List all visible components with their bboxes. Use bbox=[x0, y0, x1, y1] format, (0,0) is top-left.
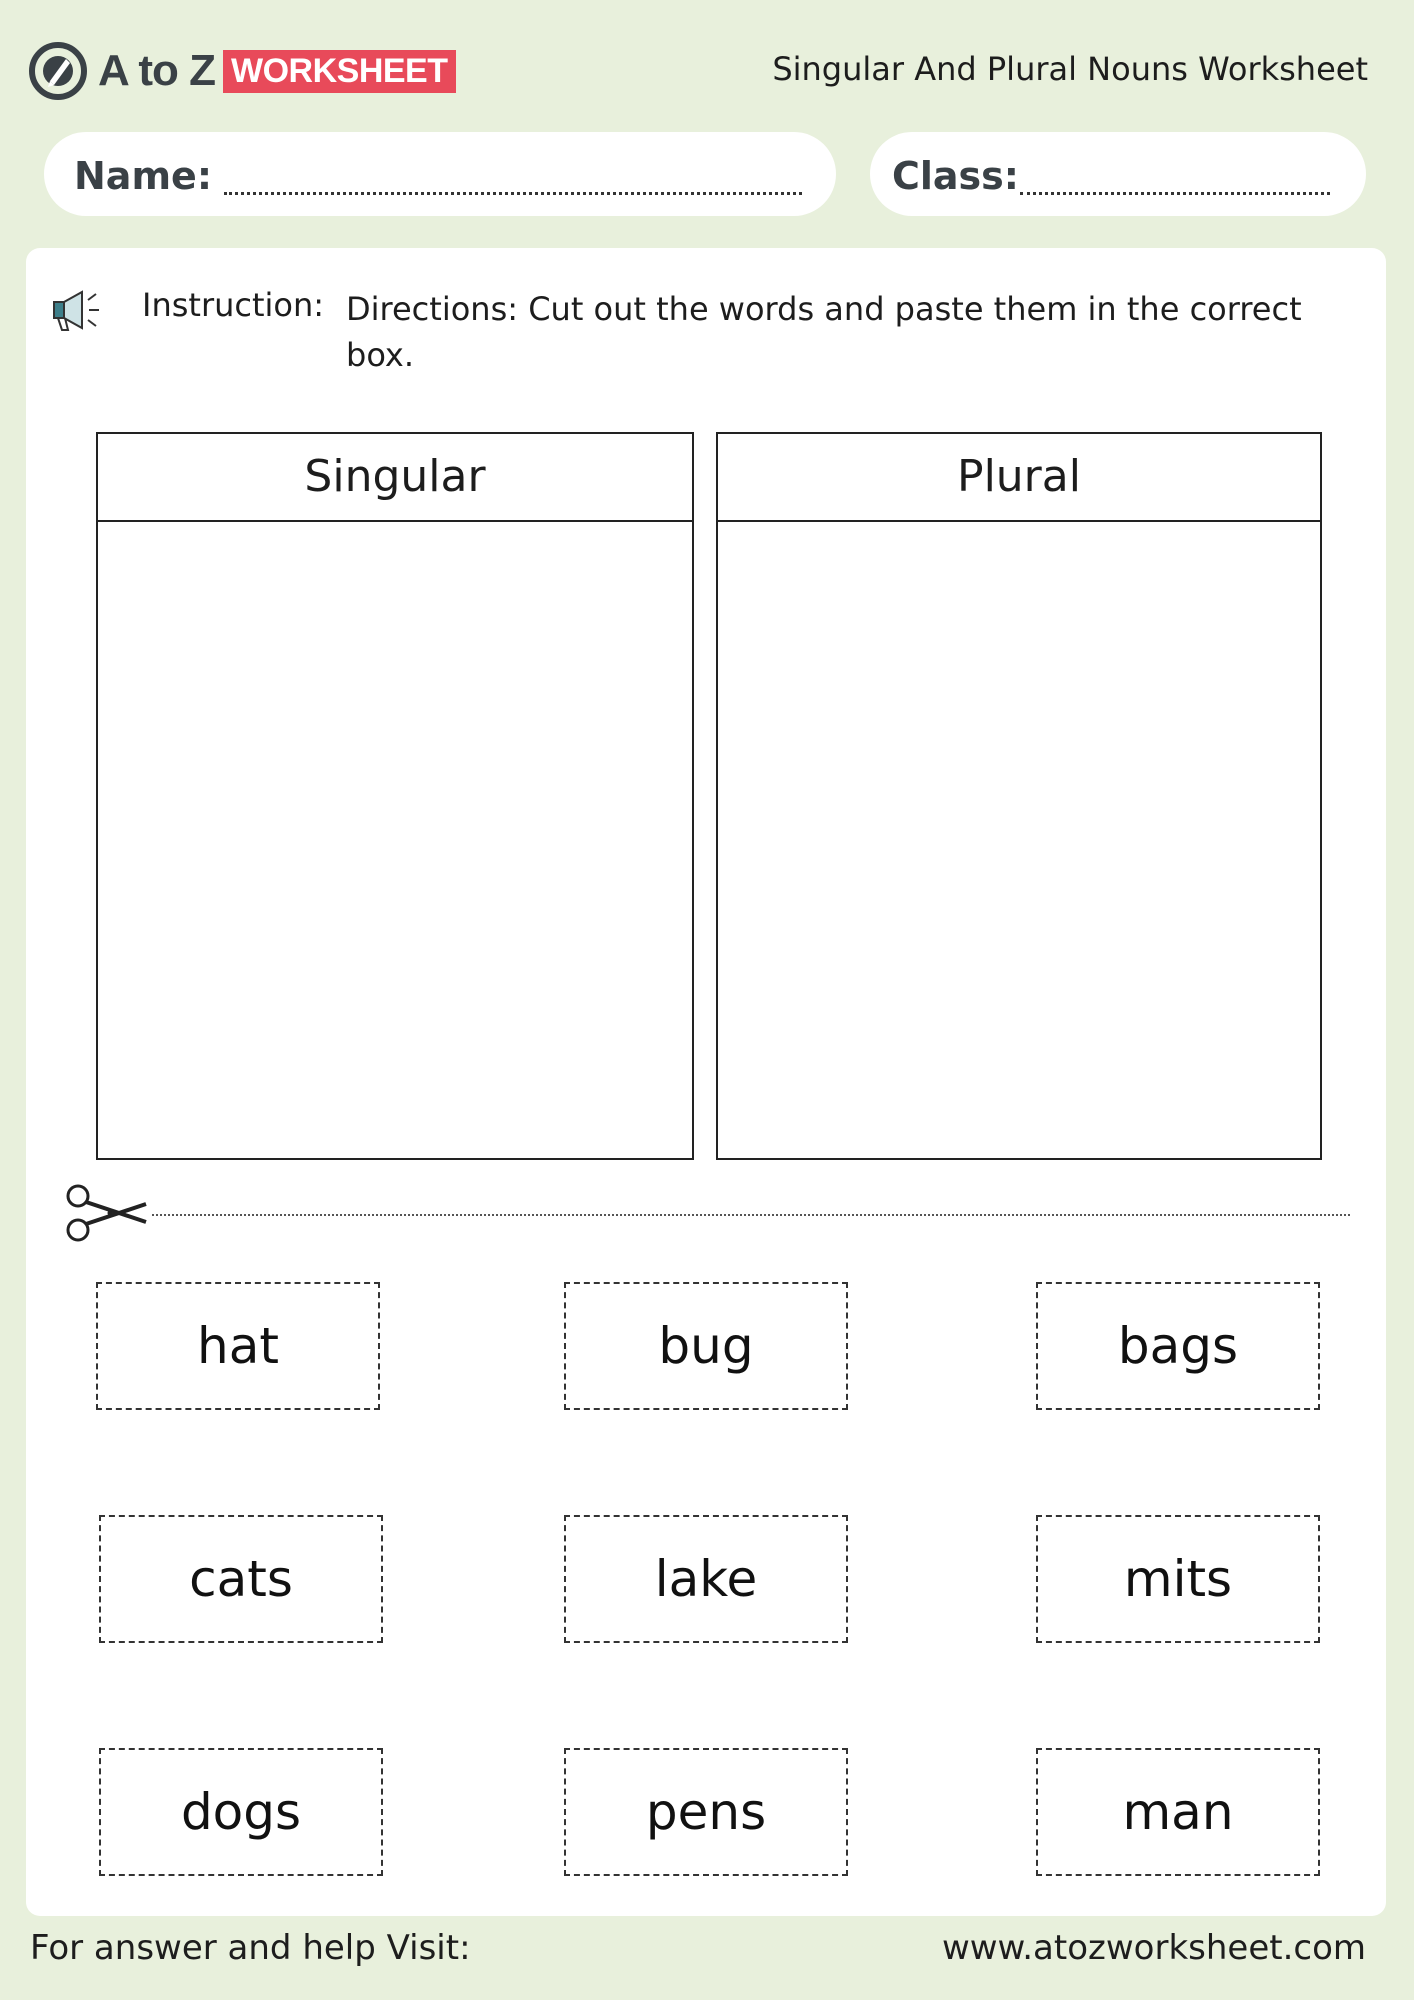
class-label: Class: bbox=[892, 154, 1019, 198]
page-header bbox=[28, 36, 1368, 106]
singular-header: Singular bbox=[98, 434, 692, 522]
word-card[interactable]: dogs bbox=[99, 1748, 383, 1876]
site-logo bbox=[28, 36, 456, 106]
worksheet-title: Singular And Plural Nouns Worksheet bbox=[772, 50, 1368, 88]
name-field[interactable] bbox=[44, 132, 836, 216]
word-card[interactable]: cats bbox=[99, 1515, 383, 1643]
cut-line-row bbox=[64, 1178, 1350, 1248]
worksheet-card bbox=[26, 248, 1386, 1916]
footer-website-link[interactable]: www.atozworksheet.com bbox=[941, 1928, 1366, 1968]
logo-badge: WORKSHEET bbox=[223, 50, 456, 93]
plural-header: Plural bbox=[718, 434, 1320, 522]
scissors-icon bbox=[64, 1178, 150, 1248]
word-card[interactable]: hat bbox=[96, 1282, 380, 1410]
word-card[interactable]: bug bbox=[564, 1282, 848, 1410]
singular-box[interactable] bbox=[96, 432, 694, 1160]
instruction-text: Directions: Cut out the words and paste them in the correct box. bbox=[346, 290, 1302, 374]
word-card[interactable]: bags bbox=[1036, 1282, 1320, 1410]
logo-text: A to Z bbox=[98, 46, 215, 95]
instruction-label: Instruction: bbox=[142, 286, 325, 324]
name-label: Name: bbox=[74, 154, 213, 198]
megaphone-icon bbox=[52, 288, 104, 334]
word-card[interactable]: man bbox=[1036, 1748, 1320, 1876]
word-card[interactable]: mits bbox=[1036, 1515, 1320, 1643]
plural-box[interactable] bbox=[716, 432, 1322, 1160]
name-write-line[interactable] bbox=[224, 192, 802, 195]
footer-help-text: For answer and help Visit: bbox=[30, 1928, 471, 1968]
class-write-line[interactable] bbox=[1020, 192, 1330, 195]
word-card[interactable]: pens bbox=[564, 1748, 848, 1876]
word-card[interactable]: lake bbox=[564, 1515, 848, 1643]
dotted-cut-line bbox=[152, 1214, 1350, 1216]
class-field[interactable] bbox=[870, 132, 1366, 216]
pencil-logo-icon bbox=[28, 41, 88, 101]
